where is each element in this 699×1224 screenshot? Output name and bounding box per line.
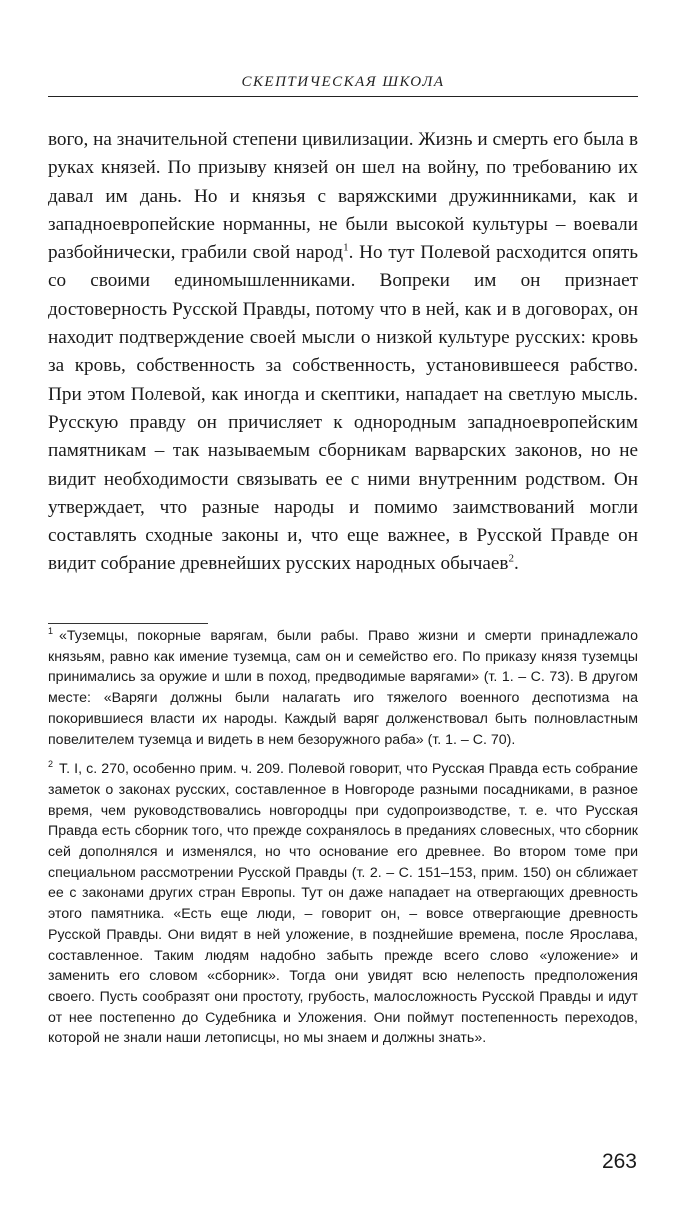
main-text (48, 126, 638, 579)
main-text-part-2: . Но тут Полевой расходится опять со своими единомышленниками. Вопреки им он признает достоверность Русской Правды, потому что в ней, как и в договорах, он находит подтверждение своей мысли о низкой культуре русских: кровь за кровь, собственность за собственность, установившееся рабство. При этом Полевой, как иногда и скептики, нападает на светлую мысль. Русскую правду он причисляет к однородным западноевропейским памятникам – так называемым сборникам варварских законов, но не видит необходимости связывать ее с ними внутренним родством. Он утверждает, что разные народы и помимо заимствований могли составлять сходные законы и, что еще важнее, в Русской Правде он видит собрание древнейших русских народных обычаев (48, 242, 638, 575)
page-number: 263 (601, 1150, 637, 1173)
footnote-ref-1: 1 (343, 241, 349, 254)
footnotes (48, 626, 638, 1049)
main-text-part-1: вого, на значительной степени цивилизации. Жизнь и смерть его была в руках князей. По призыву князей он шел на войну, по требованию их давал им дань. Но и князья с варяжскими дружинниками, как и западноевропейские норманны, не были высокой культуры – воевали разбойнически, грабили свой народ (48, 129, 638, 264)
footnote-1-text: «Туземцы, покорные варягам, были рабы. Право жизни и смерти принадлежало князьям, равно как имение туземца, сам он и семейство его. По приказу князя туземцы принимались за оружие и шли в поход, предводимые варягами» (т. 1. – С. 73). В другом месте: «Варяги должны были налагать иго тяжелого военного деспотизма на покорившиеся власти их народы. Каждый варяг долженствовал быть полновластным повелителем туземца и видеть в нем безоружного раба» (т. 1. – С. 70). (48, 628, 638, 748)
footnote-ref-2: 2 (508, 553, 514, 566)
footnote-1 (48, 626, 638, 750)
footnote-separator (48, 623, 208, 624)
footnote-2 (48, 759, 638, 1049)
footnote-2-mark: 2 (48, 759, 54, 770)
running-header: СКЕПТИЧЕСКАЯ ШКОЛА (241, 74, 445, 90)
footnote-2-text: Т. I, с. 270, особенно прим. ч. 209. Полевой говорит, что Русская Правда есть собрание заметок о законах русских, составленное в Новгороде разными посадниками, в разное время, чем руководствовались новгородцы при судопроизводстве, т. е. что Русская Правда есть сборник того, что прежде сохранялось в преданиях словесных, что сборник сей дополнялся и изменялся, но что основание его древнее. Во втором томе при специальном рассмотрении Русской Правды (т. 2. – С. 151–153, прим. 150) он сближает ее с законами других стран Европы. Тут он даже нападает на отвергающих древность этого памятника. «Есть еще люди, – говорит он, – вовсе отвергающие древность Русской Правды. Они видят в ней уложение, в позднейшие времена, после Ярослава, составленное. Таким людям надобно забыть прежде всего слово «уложение» и заменить его словом «сборник». Тогда они увидят всю нелепость предположения своего. Пусть сообразят они простоту, грубость, малосложность Русской Правды и идут от нее постепенно до Судебника и Уложения. Они поймут постепенность переходов, которой не знали наши летописцы, но мы знаем и должны знать». (48, 761, 638, 1047)
main-text-end: . (513, 553, 519, 575)
header-rule (48, 96, 638, 97)
footnote-1-mark: 1 (48, 626, 54, 637)
